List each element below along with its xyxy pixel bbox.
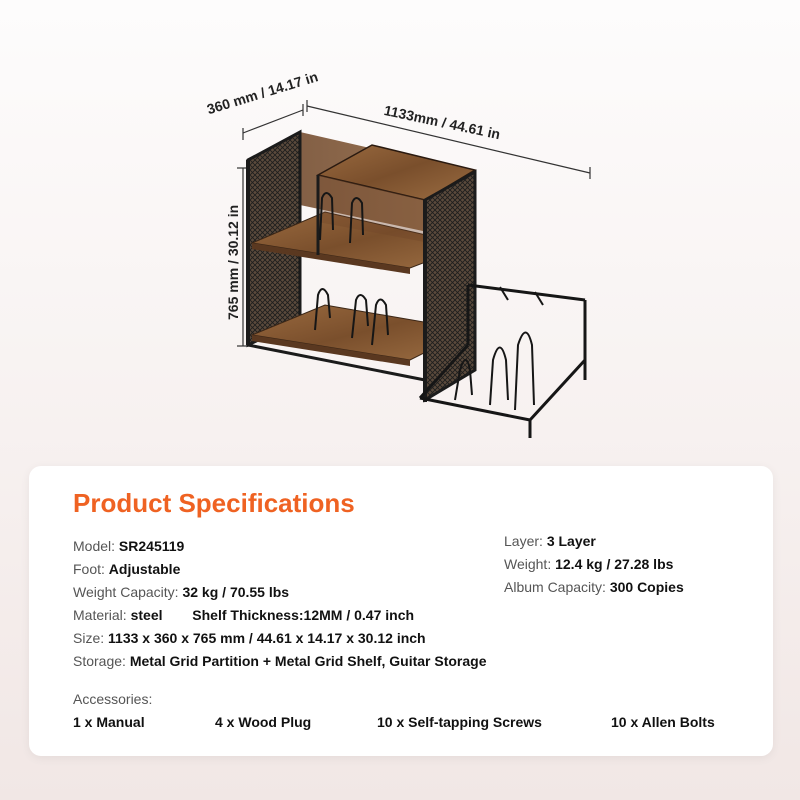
spec-label: Storage: [73,653,126,669]
spec-layer [504,533,596,549]
depth-dimension-label: 360 mm / 14.17 in [205,68,320,118]
spec-value: 3 Layer [546,533,596,549]
spec-label: Album Capacity: [504,579,606,595]
width-dimension-label: 1133mm / 44.61 in [382,102,502,143]
accessory-item: 10 x Allen Bolts [611,714,715,730]
spec-model [73,538,184,554]
spec-album-capacity [504,579,684,595]
spec-label: Shelf Thickness: [192,607,304,623]
spec-foot [73,561,180,577]
spec-value: 32 kg / 70.55 lbs [182,584,290,600]
height-dimension-label: 765 mm / 30.12 in [225,204,241,320]
spec-weight-capacity [73,584,289,600]
spec-label: Weight Capacity: [73,584,179,600]
spec-value: SR245119 [118,538,185,554]
spec-size [73,630,426,646]
spec-value: 12.4 kg / 27.28 lbs [555,556,674,572]
spec-value: Adjustable [108,561,181,577]
accessory-item: 4 x Wood Plug [215,714,312,730]
spec-value: Metal Grid Partition + Metal Grid Shelf, Guitar Storage [129,653,487,669]
spec-label: Material: [73,607,127,623]
spec-label: Size: [73,630,105,646]
spec-label: Foot: [73,561,105,577]
spec-storage [73,653,487,669]
accessory-item: 10 x Self-tapping Screws [377,714,542,730]
spec-label: Layer: [504,533,543,549]
accessory-item: 1 x Manual [73,714,145,730]
spec-value: 1133 x 360 x 765 mm / 44.61 x 14.17 x 30.12 inch [108,630,426,646]
spec-value: 300 Copies [609,579,684,595]
spec-label: Weight: [504,556,552,572]
spec-label: Model: [73,538,116,554]
spec-value: steel [130,607,163,623]
specifications-title: Product Specifications [73,488,355,518]
specifications-card [29,466,773,756]
accessories-heading: Accessories: [73,691,153,707]
spec-material [73,607,414,623]
spec-weight [504,556,673,572]
spec-value: 12MM / 0.47 inch [303,607,415,623]
